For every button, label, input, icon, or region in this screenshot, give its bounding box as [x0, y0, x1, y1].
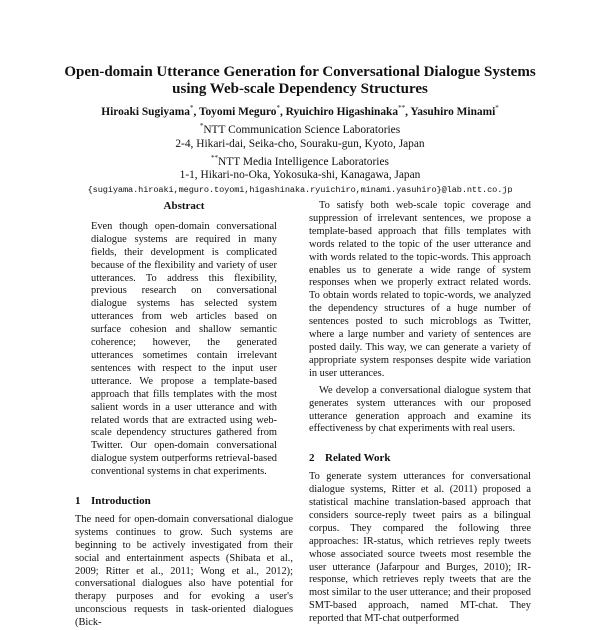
author-name: Yasuhiro Minami: [410, 105, 496, 118]
author-list: Hiroaki Sugiyama*, Toyomi Meguro*, Ryuichiro Higashinaka**, Yasuhiro Minami*: [101, 104, 499, 118]
left-column: [75, 200, 293, 630]
section-heading-introduction: [75, 495, 293, 508]
section-number: 1: [75, 495, 81, 508]
section-number: 2: [309, 452, 315, 465]
right-column: [309, 200, 531, 626]
affiliation-mark: *: [199, 121, 204, 130]
author-mark: *: [495, 104, 499, 112]
author-name: Toyomi Meguro: [198, 105, 277, 118]
section-title: Related Work: [325, 452, 391, 465]
paper-title: [40, 64, 560, 98]
author-name: Ryuichiro Higashinaka: [285, 105, 399, 118]
introduction-text: The need for open-domain conversational dialogue systems continues to grow. Such systems are beginning to be actively investigated from their social and entertainment aspects (Shibata et al., 2009; Ritter et al., 2011; Wong et al., 2012); conversational dialogues also have potential for therapy purposes and for evoking a user's unconscious requests in task-oriented dialogues (Bick-: [75, 513, 293, 629]
section-heading-related-work: [309, 452, 531, 465]
affiliation-org: *NTT Communication Science Laboratories: [199, 121, 401, 136]
affiliation-mark: **: [211, 153, 219, 162]
related-work-text: To generate system utterances for conversational dialogue systems, Ritter et al. (2011) proposed a statistical machine translation-based approach that considers source-reply tweet pairs as a bilingual corpus. They compared the following three approaches: IR-status, which retrieves reply tweets whose associated source tweets most resemble the user utterance (Jafarpour and Burges, 2010); IR-response, which retrieves reply tweets that are the most similar to the user utterance; and their proposed SMT-based approach, named MT-chat. They reported that MT-chat outperformed: [309, 471, 531, 625]
author-mark: *: [189, 104, 194, 112]
affiliation-address: 1-1, Hikari-no-Oka, Yokosuka-shi, Kanagawa, Japan: [179, 169, 421, 182]
body-paragraph: To satisfy both web-scale topic coverage and suppression of irrelevant sentences, we propose a template-based approach that fills templates with words related to the topic of the user utterance and with words related to the topic-words. This approach enables us to generate a wide range of system responses when we properly extract related words. To obtain words related to topic-words, we analyzed the dependency structures of a huge number of sentences posted to such microblogs as Twitter, where a large number and variety of sentences are posted daily. This way, we can generate a variety of appropriate system responses despite wide variation in user utterances.: [309, 200, 531, 379]
body-paragraph: We develop a conversational dialogue system that generates system utterances with our proposed utterance generation approach and examine its effectiveness by chat experiments with real users.: [309, 384, 531, 435]
author-emails: {sugiyama.hiroaki,meguro.toyomi,higashinaka.ryuichiro,minami.yasuhiro}@lab.ntt.co.jp: [87, 185, 513, 196]
author-mark: *: [276, 104, 280, 112]
abstract-heading: Abstract: [163, 200, 205, 212]
affiliation-address: 2-4, Hikari-dai, Seika-cho, Souraku-gun, Kyoto, Japan: [175, 137, 425, 150]
title-line-1: Open-domain Utterance Generation for Conversational Dialogue Systems: [64, 64, 536, 80]
abstract-text: Even though open-domain conversational dialogue systems are required in many fields, their development is complicated because of the flexibility and variety of user utterances. To address this flexibility, previous research on conversational dialogue systems has selected system utterances from web articles based on surface cohesion and shallow semantic coherence; however, the generated utterances sometimes contain irrelevant sentences with respect to the input user utterance. We propose a template-based approach that fills templates with the most salient words in a user utterance and with related words that are extracted using web-scale dependency structures gathered from Twitter. Our open-domain conversational dialogue system outperforms retrieval-based conventional systems in chat experiments.: [91, 220, 277, 478]
author-name: Hiroaki Sugiyama: [101, 105, 190, 118]
author-block: [40, 101, 560, 197]
section-title: Introduction: [91, 495, 151, 508]
affiliation-org: **NTT Media Intelligence Laboratories: [211, 153, 389, 168]
author-mark: **: [398, 104, 406, 112]
title-line-2: using Web-scale Dependency Structures: [172, 81, 428, 97]
